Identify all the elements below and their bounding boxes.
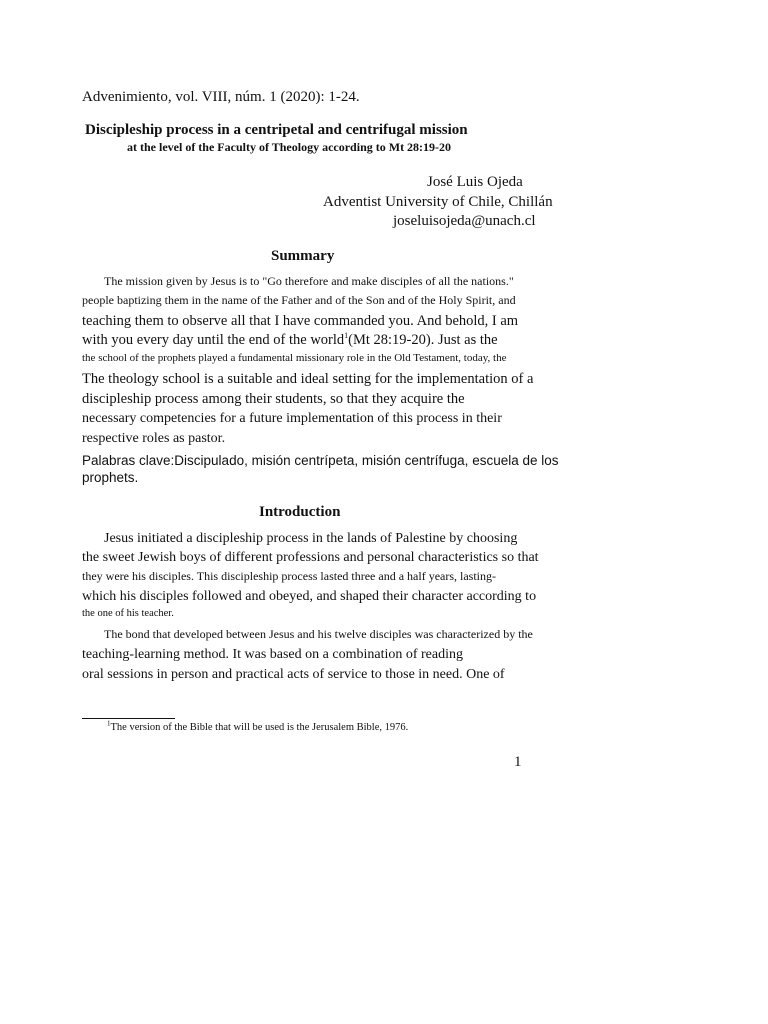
intro-line: Jesus initiated a discipleship process in the lands of Palestine by choosing [104, 531, 518, 546]
paper-title: Discipleship process in a centripetal and centrifugal mission [85, 122, 468, 138]
summary-heading: Summary [271, 248, 335, 264]
footnote-text: The version of the Bible that will be used is the Jerusalem Bible, 1976. [110, 722, 409, 733]
summary-line: the school of the prophets played a fundamental missionary role in the Old Testament, today, the [82, 352, 507, 364]
summary-line: The theology school is a suitable and ideal setting for the implementation of a [82, 371, 534, 387]
intro-line: which his disciples followed and obeyed, and shaped their character according to [82, 589, 537, 604]
summary-line: discipleship process among their students, so that they acquire the [82, 391, 465, 407]
paper-subtitle: at the level of the Faculty of Theology according to Mt 28:19-20 [127, 140, 452, 154]
summary-line: with you every day until the end of the world$^1$(Mt 28:19-20). Just as the [82, 331, 498, 348]
journal-citation: Advenimiento, vol. VIII, núm. 1 (2020): 1-24. [82, 89, 360, 105]
page-number: 1 [514, 754, 522, 770]
summary-line: respective roles as pastor. [82, 431, 226, 446]
summary-line: The mission given by Jesus is to "Go therefore and make disciples of all the nations." [104, 274, 514, 288]
footnote-marker[interactable]: 1 [344, 331, 349, 341]
intro-line: the sweet Jewish boys of different professions and personal characteristics so that [82, 550, 539, 565]
keywords: Palabras clave:Discipulado, misión centrípeta, misión centrífuga, escuela de los [82, 453, 559, 468]
footnote [107, 719, 409, 734]
author-email: joseluisojeda@unach.cl [393, 213, 536, 229]
footnote-number: 1 [107, 719, 111, 728]
footnote-divider [82, 718, 175, 719]
intro-line: teaching-learning method. It was based on a combination of reading [82, 647, 463, 662]
introduction-heading: Introduction [259, 504, 341, 520]
keywords-continued: prophets. [82, 470, 139, 485]
intro-line: oral sessions in person and practical acts of service to those in need. One of [82, 667, 505, 682]
author-name: José Luis Ojeda [427, 174, 523, 190]
author-affiliation: Adventist University of Chile, Chillán [323, 194, 553, 210]
summary-line: people baptizing them in the name of the Father and of the Son and of the Holy Spirit, and [82, 293, 516, 307]
summary-line: necessary competencies for a future implementation of this process in their [82, 411, 502, 426]
intro-line: the one of his teacher. [82, 608, 174, 619]
summary-line: teaching them to observe all that I have commanded you. And behold, I am [82, 313, 519, 329]
intro-line: they were his disciples. This discipleship process lasted three and a half years, lasting- [82, 569, 496, 583]
intro-line: The bond that developed between Jesus and his twelve disciples was characterized by the [104, 627, 533, 641]
